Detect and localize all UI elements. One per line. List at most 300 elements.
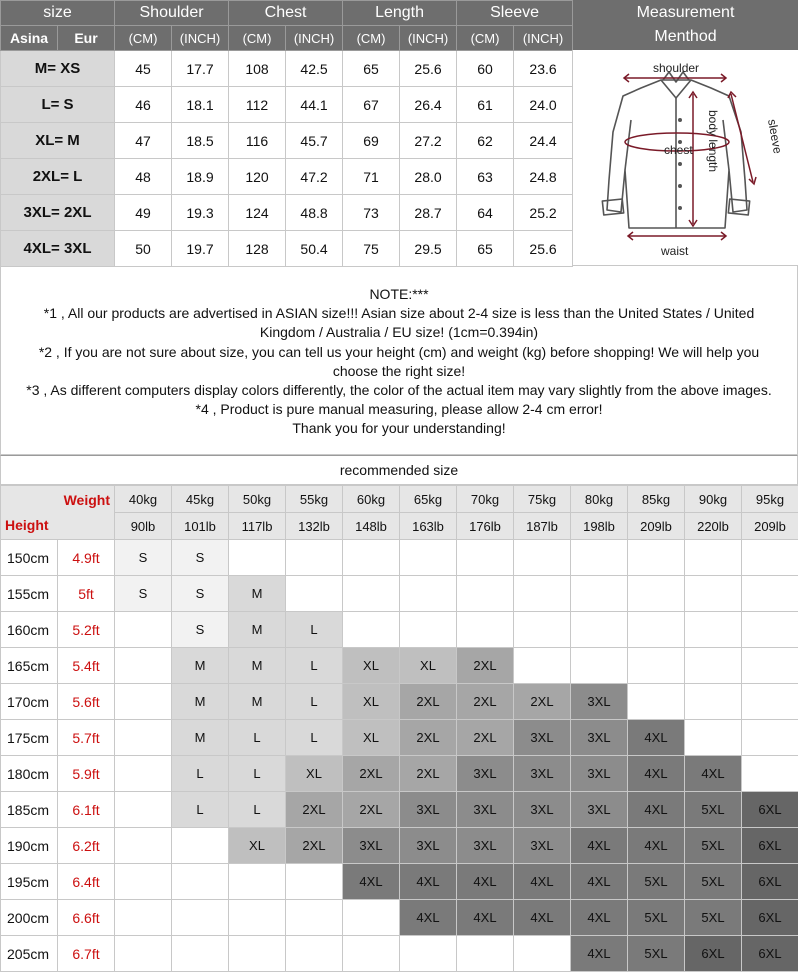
recommended-size-cell: L [229,720,286,756]
recommended-size-cell: XL [343,720,400,756]
size-label: 2XL= L [1,159,115,195]
recommended-size-cell [400,936,457,972]
recommended-size-cell: 4XL [628,756,685,792]
weight-kg-header: 80kg [571,486,628,513]
recommended-size-cell: XL [343,684,400,720]
height-row [1,828,798,864]
recommended-size-cell [742,612,798,648]
recommended-size-cell: 3XL [400,792,457,828]
size-value: 25.6 [400,51,457,87]
recommended-size-cell: 3XL [571,792,628,828]
recommended-size-cell: 4XL [457,900,514,936]
height-cm: 160cm [1,612,58,648]
recommended-size-cell: 4XL [343,864,400,900]
recommended-size-cell: 4XL [571,936,628,972]
recommended-size-cell [115,828,172,864]
recommended-size-cell: L [286,720,343,756]
recommended-size-cell: 5XL [628,864,685,900]
recommended-size-cell [343,612,400,648]
unit-header: (INCH) [172,26,229,51]
waist-label: waist [660,244,689,258]
height-ft: 5.4ft [58,648,115,684]
recommended-size-cell: L [286,612,343,648]
size-row [1,51,573,87]
recommended-size-cell: 2XL [400,756,457,792]
size-value: 61 [457,87,514,123]
height-row [1,720,798,756]
size-value: 42.5 [286,51,343,87]
height-row [1,864,798,900]
recommended-size-cell [628,648,685,684]
size-value: 50 [115,231,172,267]
recommended-size-cell [115,900,172,936]
size-label: XL= M [1,123,115,159]
size-value: 24.8 [514,159,573,195]
recommended-size-cell [571,612,628,648]
recommended-size-cell: 2XL [400,684,457,720]
measurement-title-line2: Menthod [573,25,798,49]
recommended-size-cell [742,756,798,792]
size-value: 64 [457,195,514,231]
height-cm: 175cm [1,720,58,756]
recommended-size-cell [514,540,571,576]
height-row [1,792,798,828]
height-ft: 5.9ft [58,756,115,792]
height-ft: 4.9ft [58,540,115,576]
recommended-size-cell [115,756,172,792]
size-value: 19.3 [172,195,229,231]
recommended-size-cell [343,900,400,936]
recommended-size-cell: 6XL [742,828,798,864]
recommended-size-cell: S [115,576,172,612]
size-row [1,231,573,267]
size-value: 25.6 [514,231,573,267]
size-value: 23.6 [514,51,573,87]
size-value: 17.7 [172,51,229,87]
height-cm: 150cm [1,540,58,576]
recommended-size-cell: M [229,612,286,648]
recommended-size-cell [115,792,172,828]
weight-kg-header: 70kg [457,486,514,513]
recommended-size-cell: 4XL [685,756,742,792]
size-value: 62 [457,123,514,159]
note-line: NOTE:*** [1,285,797,304]
weight-lb-header: 209lb [628,513,685,540]
size-value: 65 [457,231,514,267]
recommended-size-cell: 6XL [742,864,798,900]
weight-lb-header: 101lb [172,513,229,540]
recommended-size-cell: 3XL [457,792,514,828]
height-ft: 5ft [58,576,115,612]
recommended-size-cell [628,684,685,720]
recommended-size-cell: 3XL [571,684,628,720]
recommended-size-cell [571,540,628,576]
chest-label: chest [664,143,693,157]
height-row [1,648,798,684]
size-row [1,159,573,195]
recommended-size-cell: 2XL [343,756,400,792]
recommended-size-cell [571,576,628,612]
recommended-size-cell: 3XL [457,756,514,792]
recommended-size-cell: 4XL [514,864,571,900]
weight-lb-header: 220lb [685,513,742,540]
height-cm: 200cm [1,900,58,936]
length-header: Length [343,1,457,26]
height-cm: 165cm [1,648,58,684]
recommended-size-cell: 3XL [343,828,400,864]
note-line: *2 , If you are not sure about size, you can tell us your height (cm) and weight (kg) before shopping! We will help you [1,343,797,362]
size-value: 24.0 [514,87,573,123]
recommended-size-cell [343,540,400,576]
chest-header: Chest [229,1,343,26]
size-value: 69 [343,123,400,159]
weight-kg-row [1,486,798,513]
recommended-size-cell [685,684,742,720]
weight-kg-header: 40kg [115,486,172,513]
recommended-size-cell: S [172,576,229,612]
recommended-size-cell: 2XL [400,720,457,756]
size-value: 18.9 [172,159,229,195]
recommended-size-cell [343,576,400,612]
recommended-size-cell: 5XL [685,792,742,828]
height-ft: 6.2ft [58,828,115,864]
recommended-size-cell [115,864,172,900]
recommended-size-cell: M [172,684,229,720]
weight-label: Weight [64,492,110,508]
recommended-size-cell [286,936,343,972]
recommended-size-cell [742,576,798,612]
unit-header: (CM) [229,26,286,51]
recommended-size-cell: 4XL [628,828,685,864]
size-value: 71 [343,159,400,195]
size-value: 18.1 [172,87,229,123]
recommended-size-cell: 4XL [400,864,457,900]
size-value: 116 [229,123,286,159]
recommended-size-cell [400,576,457,612]
recommended-size-cell: 5XL [628,936,685,972]
recommended-size-cell: 3XL [514,720,571,756]
height-ft: 5.6ft [58,684,115,720]
recommended-size-cell [172,900,229,936]
weight-lb-header: 90lb [115,513,172,540]
recommended-size-cell [286,540,343,576]
unit-header: (CM) [343,26,400,51]
recommended-size-cell: 3XL [514,792,571,828]
recommended-size-cell [343,936,400,972]
unit-header: (INCH) [514,26,573,51]
weight-kg-header: 60kg [343,486,400,513]
weight-lb-header: 148lb [343,513,400,540]
size-header: size [1,1,115,26]
recommended-size-cell [514,576,571,612]
weight-kg-header: 95kg [742,486,798,513]
recommended-size-cell: XL [400,648,457,684]
recommended-size-cell: L [229,792,286,828]
size-row [1,195,573,231]
recommended-size-cell: 3XL [514,828,571,864]
weight-kg-header: 90kg [685,486,742,513]
size-value: 29.5 [400,231,457,267]
height-cm: 190cm [1,828,58,864]
height-ft: 6.6ft [58,900,115,936]
weight-lb-header: 209lb [742,513,798,540]
recommended-size-cell: 2XL [286,792,343,828]
recommended-size-cell [115,612,172,648]
recommended-size-cell [286,576,343,612]
height-cm: 155cm [1,576,58,612]
recommended-size-cell [457,576,514,612]
size-value: 25.2 [514,195,573,231]
eur-header: Eur [58,26,115,51]
recommended-size-cell: 4XL [514,900,571,936]
weight-kg-header: 50kg [229,486,286,513]
recommended-size-cell: 6XL [742,792,798,828]
recommended-size-cell: 5XL [685,900,742,936]
recommended-size-cell: 2XL [457,648,514,684]
measurement-title-line1: Measurement [573,1,798,25]
unit-header: (INCH) [400,26,457,51]
recommended-size-cell [685,648,742,684]
measurement-method-header [572,0,798,50]
height-cm: 180cm [1,756,58,792]
size-value: 48.8 [286,195,343,231]
weight-kg-header: 65kg [400,486,457,513]
recommended-size-cell: L [172,756,229,792]
recommended-size-cell: 4XL [628,792,685,828]
recommended-size-cell [457,936,514,972]
sleeve-label: sleeve [765,118,785,155]
recommended-size-cell [685,720,742,756]
weight-lb-header: 198lb [571,513,628,540]
recommended-size-cell: 2XL [286,828,343,864]
weight-lb-header: 117lb [229,513,286,540]
shoulder-label: shoulder [653,61,699,75]
recommended-size-cell: L [229,756,286,792]
recommended-size-cell: M [172,648,229,684]
size-label: 3XL= 2XL [1,195,115,231]
weight-lb-header: 187lb [514,513,571,540]
height-row [1,684,798,720]
recommended-size-cell [115,720,172,756]
recommended-size-cell [685,576,742,612]
weight-kg-header: 85kg [628,486,685,513]
size-value: 18.5 [172,123,229,159]
height-row [1,900,798,936]
recommended-size-cell [286,864,343,900]
recommended-size-cell: M [172,720,229,756]
size-label: M= XS [1,51,115,87]
recommended-size-cell: 4XL [571,900,628,936]
size-value: 45.7 [286,123,343,159]
size-label: 4XL= 3XL [1,231,115,267]
height-row [1,756,798,792]
recommended-size-cell: L [286,648,343,684]
recommended-size-cell: 2XL [457,720,514,756]
recommended-size-cell: 2XL [457,684,514,720]
recommended-size-cell [286,900,343,936]
size-value: 48 [115,159,172,195]
recommended-size-cell [628,540,685,576]
recommended-size-cell [115,648,172,684]
recommended-size-title: recommended size [0,455,798,485]
size-value: 65 [343,51,400,87]
recommended-size-cell [172,864,229,900]
recommended-size-cell [742,720,798,756]
weight-kg-header: 55kg [286,486,343,513]
weight-kg-header: 75kg [514,486,571,513]
recommended-size-cell [742,648,798,684]
size-value: 73 [343,195,400,231]
recommended-size-cell [628,612,685,648]
note-line: choose the right size! [1,362,797,381]
size-value: 128 [229,231,286,267]
recommended-size-cell: 2XL [514,684,571,720]
recommended-size-cell [514,936,571,972]
size-value: 75 [343,231,400,267]
shirt-measurement-diagram [572,50,798,266]
recommended-size-cell: 4XL [571,864,628,900]
body-length-label: body length [706,110,720,172]
size-value: 26.4 [400,87,457,123]
size-value: 50.4 [286,231,343,267]
size-value: 28.0 [400,159,457,195]
recommended-size-cell [115,936,172,972]
recommended-size-cell [514,612,571,648]
recommended-size-cell: S [172,540,229,576]
recommended-size-cell [400,612,457,648]
weight-height-corner [1,486,115,540]
recommended-size-cell [115,684,172,720]
recommended-size-cell: 3XL [457,828,514,864]
height-ft: 6.7ft [58,936,115,972]
recommended-size-cell: 4XL [457,864,514,900]
recommended-size-cell: 4XL [571,828,628,864]
size-value: 28.7 [400,195,457,231]
recommended-size-cell [628,576,685,612]
weight-lb-header: 176lb [457,513,514,540]
recommended-size-cell [742,540,798,576]
weight-lb-header: 163lb [400,513,457,540]
size-value: 67 [343,87,400,123]
recommended-size-cell: M [229,648,286,684]
size-value: 47 [115,123,172,159]
asina-header: Asina [1,26,58,51]
recommended-size-cell [172,936,229,972]
recommended-size-cell: 6XL [685,936,742,972]
size-value: 27.2 [400,123,457,159]
recommended-size-cell: M [229,576,286,612]
size-label: L= S [1,87,115,123]
height-ft: 6.1ft [58,792,115,828]
sleeve-header: Sleeve [457,1,573,26]
recommended-size-cell: 2XL [343,792,400,828]
height-ft: 6.4ft [58,864,115,900]
size-value: 63 [457,159,514,195]
recommended-size-cell [457,540,514,576]
size-value: 120 [229,159,286,195]
note-line: *4 , Product is pure manual measuring, please allow 2-4 cm error! [1,400,797,419]
height-row [1,576,798,612]
note-line: Kingdom / Australia / EU size! (1cm=0.394in) [1,323,797,342]
size-value: 108 [229,51,286,87]
height-row [1,936,798,972]
height-label: Height [5,517,49,533]
recommended-size-cell [229,864,286,900]
recommended-size-table [0,485,798,972]
height-ft: 5.2ft [58,612,115,648]
recommended-size-cell: L [286,684,343,720]
size-table-header [1,1,573,26]
size-table-subheader [1,26,573,51]
note-section [0,266,798,455]
shoulder-header: Shoulder [115,1,229,26]
recommended-size-cell: 5XL [628,900,685,936]
weight-lb-header: 132lb [286,513,343,540]
weight-kg-header: 45kg [172,486,229,513]
recommended-size-cell [172,828,229,864]
size-table [0,0,573,267]
unit-header: (CM) [115,26,172,51]
recommended-size-cell: L [172,792,229,828]
height-row [1,540,798,576]
recommended-size-cell: 5XL [685,828,742,864]
note-line: Thank you for your understanding! [1,419,797,438]
recommended-size-cell: XL [229,828,286,864]
size-value: 45 [115,51,172,87]
recommended-size-cell [400,540,457,576]
size-value: 24.4 [514,123,573,159]
height-cm: 170cm [1,684,58,720]
recommended-size-cell: S [172,612,229,648]
size-row [1,87,573,123]
size-value: 124 [229,195,286,231]
height-row [1,612,798,648]
height-ft: 5.7ft [58,720,115,756]
note-line: *1 , All our products are advertised in ASIAN size!!! Asian size about 2-4 size is less than the United States / United [1,304,797,323]
size-value: 112 [229,87,286,123]
size-value: 49 [115,195,172,231]
weight-lb-row [1,513,798,540]
recommended-size-cell [229,936,286,972]
recommended-size-cell: S [115,540,172,576]
recommended-size-cell [229,540,286,576]
recommended-size-cell [457,612,514,648]
size-value: 46 [115,87,172,123]
recommended-size-cell [229,900,286,936]
size-row [1,123,573,159]
recommended-size-cell: 3XL [571,720,628,756]
height-cm: 195cm [1,864,58,900]
recommended-size-cell: 4XL [628,720,685,756]
height-cm: 185cm [1,792,58,828]
size-value: 47.2 [286,159,343,195]
recommended-size-cell [742,684,798,720]
recommended-size-cell: 3XL [571,756,628,792]
unit-header: (INCH) [286,26,343,51]
size-value: 44.1 [286,87,343,123]
recommended-size-cell: 6XL [742,900,798,936]
unit-header: (CM) [457,26,514,51]
recommended-size-cell: 3XL [514,756,571,792]
recommended-size-cell: XL [343,648,400,684]
height-cm: 205cm [1,936,58,972]
size-value: 19.7 [172,231,229,267]
recommended-size-cell: 5XL [685,864,742,900]
recommended-size-cell [685,612,742,648]
recommended-size-cell [685,540,742,576]
recommended-size-cell [571,648,628,684]
recommended-size-cell [514,648,571,684]
